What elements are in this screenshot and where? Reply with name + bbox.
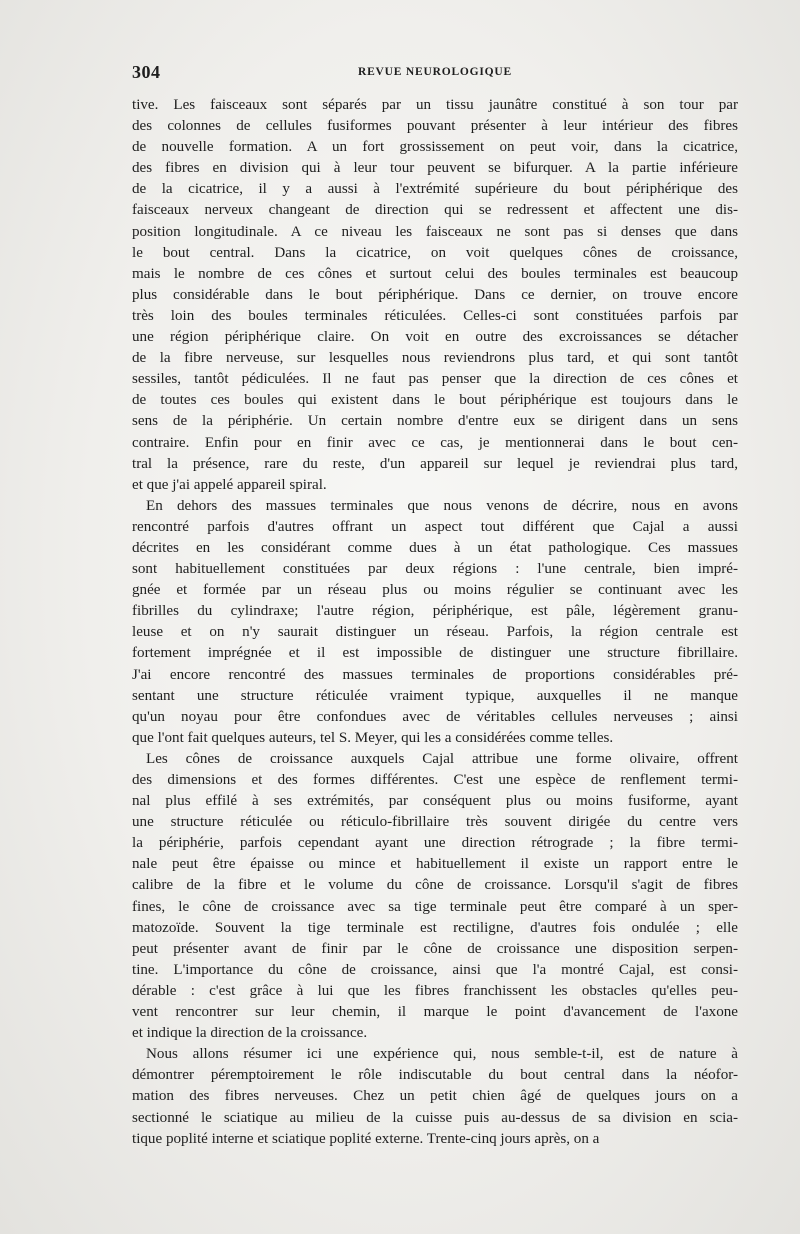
text-line: dérable : c'est grâce à lui que les fibres franchissent les obstacles qu'elles peu- bbox=[132, 982, 738, 999]
text-line: et indique la direction de la croissance. bbox=[132, 1025, 368, 1042]
text-line: Nous allons résumer ici une expérience qui, nous semble-t-il, est de nature à bbox=[146, 1046, 738, 1063]
running-head: REVUE NEUROLOGIQUE bbox=[357, 66, 513, 78]
text-line: sens de la périphérie. Un certain nombre d'entre eux se dirigent dans un sens bbox=[132, 413, 738, 430]
text-line: démontrer péremptoirement le rôle indiscutable du bout central dans la néofor- bbox=[132, 1067, 738, 1084]
text-line: sectionné le sciatique au milieu de la cuisse puis au-dessus de sa division en scia- bbox=[132, 1109, 738, 1126]
text-line: de toutes ces boules qui existent dans le bout périphérique est toujours dans le bbox=[132, 392, 738, 409]
text-line: nale peut être épaisse ou mince et habituellement il existe un rapport entre le bbox=[132, 856, 738, 873]
text-line: Les cônes de croissance auxquels Cajal attribue une forme olivaire, offrent bbox=[146, 750, 738, 767]
page-header bbox=[132, 62, 738, 86]
text-line: nal plus effilé à ses extrémités, par conséquent plus ou moins fusiforme, ayant bbox=[132, 793, 738, 810]
text-line: fines, le cône de croissance avec sa tige terminale peut être comparé à un sper- bbox=[132, 898, 738, 915]
body-text bbox=[132, 95, 738, 1150]
paragraph bbox=[132, 95, 738, 496]
text-line: décrites en les considérant comme dues à un état pathologique. Ces massues bbox=[132, 539, 738, 556]
text-line: leuse et on n'y saurait distinguer un réseau. Parfois, la région centrale est bbox=[132, 624, 738, 641]
text-line: peut présenter avant de finir par le cône de croissance une disposition serpen- bbox=[132, 940, 738, 957]
text-line: sessiles, tantôt pédiculées. Il ne faut pas penser que la direction de ces cônes et bbox=[132, 371, 738, 388]
text-line: rencontré parfois d'autres offrant un aspect tout différent que Cajal a aussi bbox=[132, 518, 738, 535]
text-line: le bout central. Dans la cicatrice, on voit quelques cônes de croissance, bbox=[132, 244, 738, 261]
text-line: fortement imprégnée et il est impossible de distinguer une structure fibrillaire. bbox=[132, 645, 738, 662]
text-line: des colonnes de cellules fusiformes pouvant présenter à leur intérieur des fibres bbox=[132, 118, 738, 135]
text-line: faisceaux nerveux changeant de direction qui se redressent et affectent une dis- bbox=[132, 202, 738, 219]
text-line: tral la présence, rare du reste, d'un appareil sur lequel je reviendrai plus tard, bbox=[132, 455, 738, 472]
text-line: matozoïde. Souvent la tige terminale est rectiligne, d'autres fois ondulée ; elle bbox=[132, 919, 738, 936]
text-line: J'ai encore rencontré des massues terminales de proportions considérables pré- bbox=[132, 666, 738, 683]
paragraph bbox=[132, 1044, 738, 1149]
paragraph bbox=[132, 496, 738, 749]
page-number: 304 bbox=[132, 62, 161, 82]
text-line: gnée et formée par un réseau plus ou moins régulier se continuant avec les bbox=[132, 582, 738, 599]
text-line: et que j'ai appelé appareil spiral. bbox=[132, 476, 327, 493]
text-line: que l'ont fait quelques auteurs, tel S. Meyer, qui les a considérées comme telles. bbox=[132, 729, 614, 746]
text-line: qu'un noyau pour être confondues avec de véritables cellules nerveuses ; ainsi bbox=[132, 708, 738, 725]
text-line: mation des fibres nerveuses. Chez un petit chien âgé de quelques jours on a bbox=[132, 1088, 738, 1105]
text-line: une structure réticulée ou réticulo-fibrillaire très souvent dirigée du centre vers bbox=[132, 814, 738, 831]
text-line: sentant une structure réticulée vraiment typique, auxquelles il ne manque bbox=[132, 687, 738, 704]
text-line: sont habituellement constituées par deux régions : l'une centrale, bien impré- bbox=[132, 561, 738, 578]
text-line: des dimensions et des formes différentes. C'est une espèce de renflement termi- bbox=[132, 772, 738, 788]
text-line: tine. L'importance du cône de croissance, ainsi que l'a montré Cajal, est consi- bbox=[132, 961, 738, 978]
text-line: En dehors des massues terminales que nous venons de décrire, nous en avons bbox=[146, 497, 738, 514]
text-line: une région périphérique claire. On voit en outre des excroissances se détacher bbox=[132, 329, 738, 346]
text-line: contraire. Enfin pour en finir avec ce cas, je mentionnerai dans le bout cen- bbox=[132, 434, 738, 451]
text-line: de la cicatrice, il y a aussi à l'extrémité supérieure du bout périphérique des bbox=[132, 181, 738, 198]
text-line: très loin des boules terminales réticulées. Celles-ci sont constituées parfois par bbox=[132, 307, 738, 324]
text-line: plus considérable dans le bout périphérique. Dans ce dernier, on trouve encore bbox=[132, 286, 738, 303]
text-line: position longitudinale. A ce niveau les faisceaux ne sont pas si denses que dans bbox=[132, 223, 738, 240]
text-line: de nouvelle formation. A un fort grossissement on peut voir, dans la cicatrice, bbox=[132, 139, 738, 156]
text-line: tique poplité interne et sciatique poplité externe. Trente-cinq jours après, on a bbox=[132, 1130, 600, 1147]
text-line: la périphérie, parfois cependant ayant une direction rétrograde ; la fibre termi- bbox=[132, 835, 738, 852]
text-line: calibre de la fibre et le volume du cône de croissance. Lorsqu'il s'agit de fibres bbox=[132, 877, 738, 894]
text-line: mais le nombre de ces cônes et surtout celui des boules terminales est beaucoup bbox=[132, 265, 738, 282]
text-line: fibrilles du cylindraxe; l'autre région, périphérique, est pâle, légèrement granu- bbox=[132, 603, 738, 620]
paragraph bbox=[132, 749, 738, 1044]
text-line: des fibres en division qui à leur tour peuvent se bifurquer. A la partie inférieure bbox=[132, 160, 738, 177]
text-line: vent rencontrer sur leur chemin, il marque le point d'avancement de l'axone bbox=[132, 1004, 738, 1021]
text-line: tive. Les faisceaux sont séparés par un tissu jaunâtre constitué à son tour par bbox=[132, 97, 738, 113]
text-line: de la fibre nerveuse, sur lesquelles nous reviendrons plus tard, et qui sont tantôt bbox=[132, 350, 738, 367]
